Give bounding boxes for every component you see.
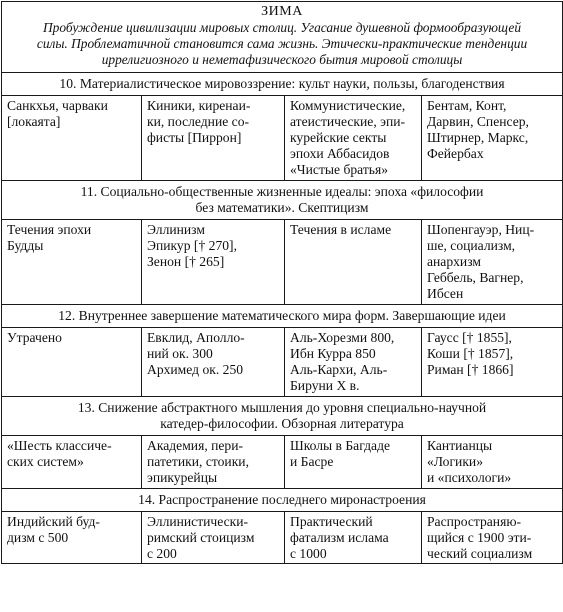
section-content-row	[2, 220, 563, 305]
cell-line: ки, последние со-	[147, 114, 250, 129]
cell-line: анархизм	[427, 254, 481, 269]
header-line: Пробуждение цивилизации мировых столиц. Угасание душевной формообразующей	[43, 20, 522, 35]
culture-cell	[422, 96, 563, 181]
cell-line: щийся с 1900 эти-	[427, 530, 532, 545]
cell-line: Дарвин, Спенсер,	[427, 114, 529, 129]
section-heading-line: без математики». Скептицизм	[195, 200, 369, 215]
culture-cell	[2, 328, 142, 397]
section-content-row	[2, 96, 563, 181]
cell-line: Бируни X в.	[290, 378, 360, 393]
cell-line: и Басре	[290, 454, 334, 469]
header-line: силы. Проблематичной становится сама жизнь. Этически-практические тенденции	[36, 36, 528, 51]
culture-cell	[2, 220, 142, 305]
cell-line: патетики, стоики,	[147, 454, 249, 469]
cell-line: Архимед ок. 250	[147, 362, 244, 377]
cell-line: Геббель, Вагнер,	[427, 270, 524, 285]
culture-cell	[422, 512, 563, 564]
section-heading-row	[2, 397, 563, 436]
culture-cell	[422, 220, 563, 305]
section-content-row	[2, 512, 563, 564]
cell-line: Будды	[7, 238, 44, 253]
section-heading-line: катедер-философии. Обзорная литература	[160, 416, 404, 431]
culture-cell	[285, 96, 422, 181]
cell-line: ше, социализм,	[427, 238, 516, 253]
cell-line: Эпикур [† 270],	[147, 238, 237, 253]
cell-line: Бентам, Конт,	[427, 98, 507, 113]
cell-line: Штирнер, Маркс,	[427, 130, 529, 145]
section-heading-row	[2, 73, 563, 96]
cell-line: Шопенгауэр, Ниц-	[427, 222, 535, 237]
cell-line: Аль-Кархи, Аль-	[290, 362, 388, 377]
section-heading	[2, 489, 563, 512]
culture-cell	[285, 220, 422, 305]
cell-line: Фейербах	[427, 146, 484, 161]
cell-line: Аль-Хорезми 800,	[290, 330, 395, 345]
cell-line: Евклид, Аполло-	[147, 330, 245, 345]
cell-line: [локаята]	[7, 114, 61, 129]
culture-cell	[142, 512, 285, 564]
cell-line: «Шесть классиче-	[7, 438, 112, 453]
culture-cell	[142, 436, 285, 489]
cell-line: Распространяю-	[427, 514, 522, 529]
cell-line: ний ок. 300	[147, 346, 213, 361]
header-cell	[2, 2, 563, 73]
section-heading-row	[2, 489, 563, 512]
cell-line: Коши [† 1857],	[427, 346, 514, 361]
culture-cell	[422, 436, 563, 489]
culture-cell	[142, 220, 285, 305]
section-heading	[2, 305, 563, 328]
cell-line: Школы в Багдаде	[290, 438, 391, 453]
cell-line: атеистические, эпи-	[290, 114, 406, 129]
table-title: ЗИМА	[261, 4, 303, 19]
section-heading-line: 10. Материалистическое мировоззрение: культ науки, пользы, благоденствия	[59, 76, 505, 91]
section-heading	[2, 181, 563, 220]
cell-line: Течения эпохи	[7, 222, 92, 237]
cell-line: «Чистые братья»	[290, 162, 389, 177]
cell-line: Санкхья, чарваки	[7, 98, 108, 113]
cell-line: эпикурейцы	[147, 470, 218, 485]
culture-cell	[285, 328, 422, 397]
cell-line: Киники, киренаи-	[147, 98, 251, 113]
culture-cell	[142, 328, 285, 397]
cell-line: Течения в исламе	[290, 222, 392, 237]
culture-cell	[142, 96, 285, 181]
cell-line: Индийский буд-	[7, 514, 100, 529]
cell-line: с 1000	[290, 546, 327, 561]
header-line: иррелигиозного и неметафизического бытия мировой столицы	[101, 52, 463, 67]
cell-line: Ибн Курра 850	[290, 346, 376, 361]
section-heading-line: 12. Внутреннее завершение математического мира форм. Завершающие идеи	[58, 308, 506, 323]
section-heading-line: 11. Социально-общественные жизненные идеалы: эпоха «философии	[80, 184, 484, 199]
cell-line: Ибсен	[427, 286, 464, 301]
culture-cell	[285, 512, 422, 564]
culture-cell	[2, 512, 142, 564]
culture-cell	[2, 436, 142, 489]
cell-line: курейские секты	[290, 130, 387, 145]
section-heading-line: 14. Распространение последнего миронастроения	[138, 492, 426, 507]
header-row	[2, 2, 563, 73]
cell-line: Утрачено	[7, 330, 62, 345]
section-heading	[2, 73, 563, 96]
cell-line: эпохи Аббасидов	[290, 146, 390, 161]
cell-line: Коммунистические,	[290, 98, 406, 113]
cell-line: дизм с 500	[7, 530, 69, 545]
cell-line: Эллинизм	[147, 222, 205, 237]
winter-table	[1, 1, 563, 564]
cell-line: ских систем»	[7, 454, 84, 469]
section-heading-row	[2, 305, 563, 328]
cell-line: Практический	[290, 514, 373, 529]
cell-line: фисты [Пиррон]	[147, 130, 242, 145]
cell-line: ческий социализм	[427, 546, 533, 561]
section-heading	[2, 397, 563, 436]
cell-line: Эллинистически-	[147, 514, 249, 529]
section-heading-row	[2, 181, 563, 220]
culture-cell	[2, 96, 142, 181]
cell-line: римский стоицизм	[147, 530, 255, 545]
cell-line: Гаусс [† 1855],	[427, 330, 512, 345]
section-content-row	[2, 328, 563, 397]
section-heading-line: 13. Снижение абстрактного мышления до уровня специально-научной	[77, 400, 487, 415]
cell-line: фатализм ислама	[290, 530, 389, 545]
culture-cell	[422, 328, 563, 397]
section-content-row	[2, 436, 563, 489]
cell-line: с 200	[147, 546, 177, 561]
cell-line: Кантианцы	[427, 438, 493, 453]
culture-cell	[285, 436, 422, 489]
cell-line: Академия, пери-	[147, 438, 244, 453]
cell-line: и «психологи»	[427, 470, 512, 485]
cell-line: Зенон [† 265]	[147, 254, 225, 269]
cell-line: Риман [† 1866]	[427, 362, 514, 377]
cell-line: «Логики»	[427, 454, 484, 469]
